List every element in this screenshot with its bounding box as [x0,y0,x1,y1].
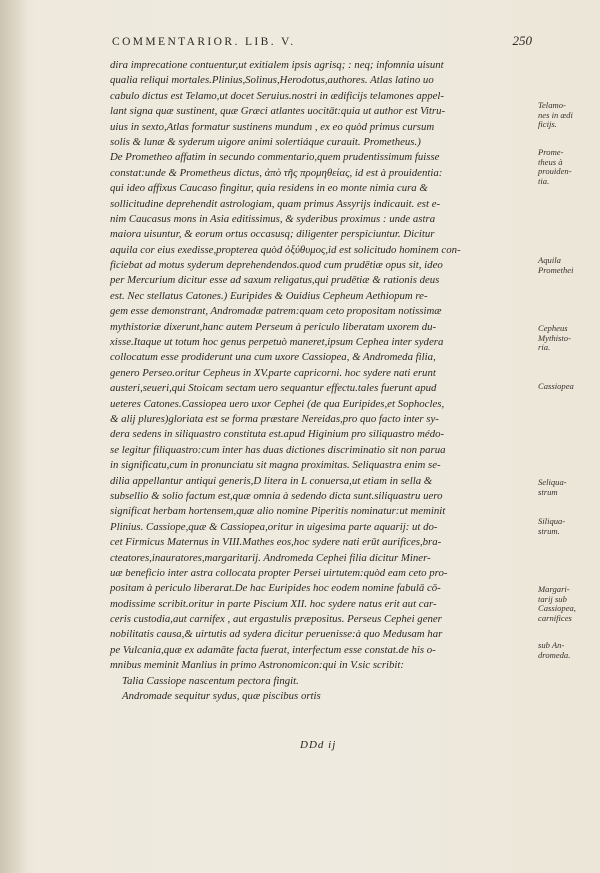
page-number: 250 [512,33,532,48]
body-line: mnibus meminit Manlius in primo Astronomicon:qui in V.sic scribit: [110,659,405,672]
body-line: De Prometheo affatim in secundo commentario,quem prudentissimum fuisse [110,151,440,164]
body-line: se legitur filiquastro:cum inter has duas dictiones discriminatio sit non parua [110,443,446,456]
marginal-note-margaritarij: Margari- tarij sub Cassiopea, carnifices [538,584,576,623]
signature-mark: DDd ij [300,739,337,751]
body-line: qualia reliqui mortales.Plinius,Solinus,Herodotus,authores. Atlas latino uo [110,74,434,87]
body-line: in significatu,cum in pronunciatu sit magna proximitas. Seliquastra enim se- [110,459,441,472]
marginal-note-seliquastrum: Seliqua- strum [538,477,567,497]
verse-line: Andromade sequitur sydus, quæ piscibus ortis [122,690,321,703]
body-line: uæ beneficio inter astra collocata propter Persei uirtutem:quòd eam ceto pro- [110,566,448,579]
body-line: cet Firmicus Maternus in VIII.Mathes eos,hoc sydere nati erūt aurifices,bra- [110,536,442,549]
running-title: COMMENTARIOR. LIB. V. [112,36,296,48]
body-line: constat:unde & Prometheus dictus, ἀπὸ τῆς προμηθείας, id est à prouidentia: [110,166,443,179]
body-line: modissime scribit.oritur in parte Piscium XII. hoc sydere natus erit aut car- [110,597,437,610]
page-header [112,33,532,48]
marginal-note-andromeda: sub An- dromeda. [538,640,571,660]
body-line: subsellio & solio factum est,quæ omnia à sedendo dicta sunt.siliquastru uero [110,489,443,502]
body-line: uius in sexto,Atlas formatur sustinens mundum , ex eo quòd primus cursum [110,120,435,133]
marginal-note-cepheus: Cepheus Mythisto- ria. [538,323,571,352]
body-line: pe Vulcania,quæ ex adamāte facta fuerat, interfectum esse constat.de his o- [110,643,436,656]
marginal-note-prometheus: Prome- theus à prouiden- tia. [538,147,572,186]
body-line: gem esse demonstrant, Andromadæ patrem:quam ceto propositam notissimæ [110,305,442,318]
body-line: nobilitatis causa,& uirtutis ad sydera dicitur peruenisse:à quo Medusam har [110,628,443,641]
body-line: est. Nec stellatus Catones.) Euripides & Ouidius Cepheum Aethiopum re- [110,289,428,302]
marginal-note-aquila: Aquila Promethei [538,255,574,275]
body-line: cteatores,inauratores,margaritarij. Andromeda Cephei filia dicitur Miner- [110,551,431,564]
body-line: xisse.Itaque ut totum hoc genus perpetuò maneret,ipsum Cephea inter sydera [110,336,444,349]
body-line: per Mercurium dicitur esse ad saxum religatus,qui prudētiæ & rationis deus [110,274,440,287]
marginal-note-siliquastrum: Siliqua- strum. [538,516,566,536]
verse-line: Talia Cassiope nascentum pectora fingit. [122,674,299,687]
body-line: ficiebat ad motus syderum deprehendendos.quod cum prudētiæ opus sit, ideo [110,259,443,272]
marginal-note-telamones: Telamo- nes in ædi ficijs. [538,100,573,129]
body-line: dera sedens in siliquastro constituta est.apud Higinium pro siliquastro médo- [110,428,445,441]
body-line: nim Caucasus mons in Asia editissimus, & syderibus proximus : unde astra [110,212,436,225]
body-line: positam à periculo liberarat.De hac Euripides hoc eodem nomine fabulā cō- [110,582,441,595]
body-line: genero Perseo.oritur Cepheus in XV.parte capricorni. hoc sydere nati erunt [110,366,436,379]
body-line: qui ideo affixus Caucaso fingitur, quia residens in eo monte nimia cura & [110,182,428,195]
body-line: collocatum esse prodiderunt una cum uxore Cassiopea, & Andromeda filia, [110,351,436,364]
body-line: significat herbam hortensem,quæ alio nomine Piperitis nominatur:ut meminit [110,505,446,518]
body-line: austeri,seueri,qui Stoicam sectam uero sequantur effectu.tales fuerunt apud [110,382,437,395]
body-line: Plinius. Cassiope,quæ & Cassiopea,oritur in uigesima parte aquarij: ut do- [110,520,438,533]
body-line: ueteres Catones.Cassiopea uero uxor Cephei (de qua Euripides,et Sophocles, [110,397,445,410]
body-line: solis & lunæ & syderum uigore animi solertiáque curauit. Prometheus.) [110,135,421,148]
marginal-note-cassiopea: Cassiopea [538,381,574,391]
body-line: cabulo dictus est Telamo,ut docet Seruius.nostri in ædificijs telamones appel- [110,89,444,102]
body-text [110,58,530,704]
body-line: & alij plures)gloriata est se forma præstare Nereidas,pro quo facto inter sy- [110,412,439,425]
body-line: dilia appellantur antiqui generis,D litera in L conuersa,ut etiam in sella & [110,474,433,487]
page-gutter-shadow [0,0,28,873]
body-line: mythistoriæ dixerunt,hanc autem Perseum à periculo liberatam uxorem du- [110,320,437,333]
body-line: ceris custodia,aut carnifex , aut ergastulis præpositus. Perseus Cephei gener [110,613,442,626]
body-line: maiora uisuntur, & eorum ortus occasusq; diligenter perspiciuntur. Dicitur [110,228,435,241]
body-line: sollicitudine deprehendit astrologiam, quam primus Assyrijs indicauit. est e- [110,197,441,210]
body-line: aquila cor eius exedisse,propterea quòd ὀξύθυμος,id est solicitudo hominem con- [110,243,461,256]
body-line: dira imprecatione contuentur,ut exitialem ipsis agrisq; : neq; infomnia uisunt [110,59,444,71]
body-line: lant signa quæ sustinent, quæ Græci atlantes uocitāt:quia ut author est Vitru- [110,105,446,118]
